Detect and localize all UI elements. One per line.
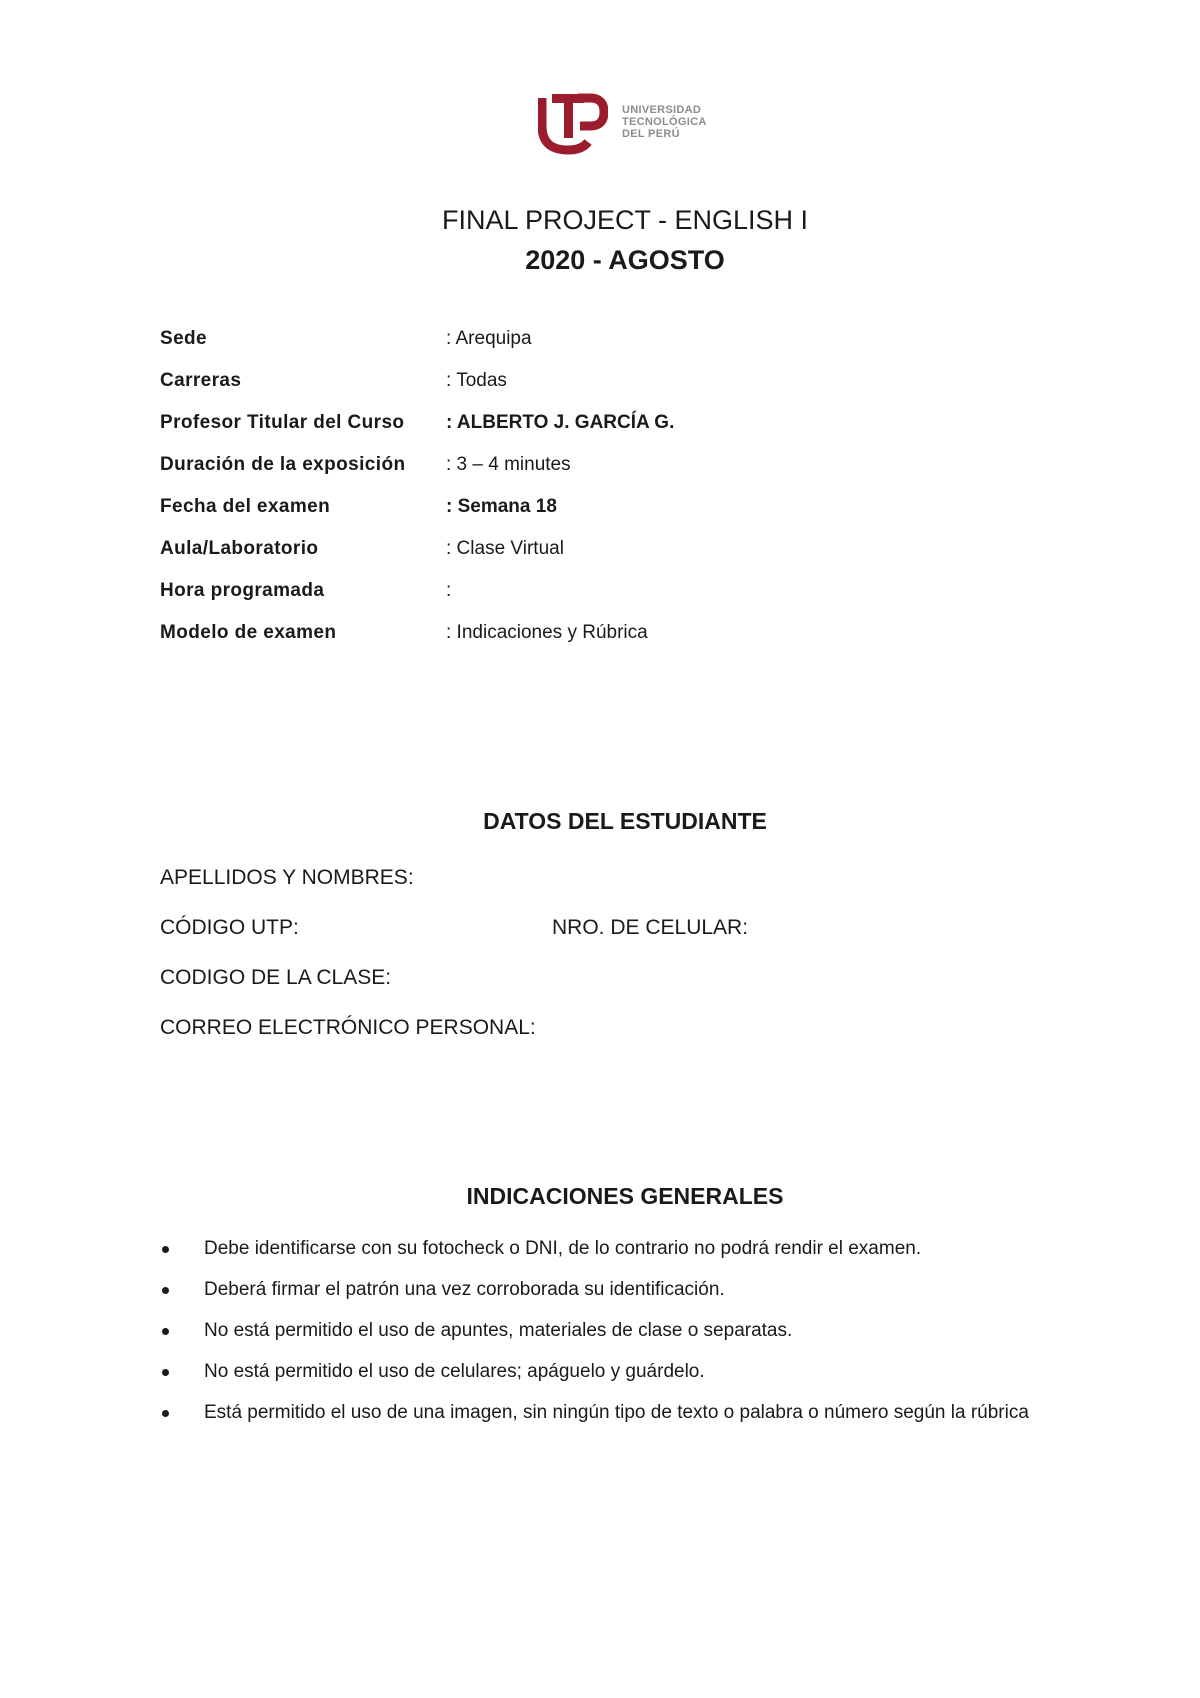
student-row-apellidos (160, 866, 1160, 916)
utp-logo-mark-icon (538, 90, 608, 160)
info-row-aula (160, 536, 1060, 578)
info-value: : Indicaciones y Rúbrica (446, 622, 648, 643)
codigo-clase-field-label: CODIGO DE LA CLASE: (160, 966, 392, 989)
indications-list (160, 1238, 1120, 1443)
student-row-codigo (160, 916, 1160, 966)
bullet-icon (162, 1328, 169, 1335)
info-label: Profesor Titular del Curso (160, 412, 405, 433)
codigo-utp-field-label: CÓDIGO UTP: (160, 916, 299, 939)
list-item (160, 1361, 1120, 1402)
info-label: Fecha del examen (160, 496, 331, 517)
info-row-fecha (160, 494, 1060, 536)
info-value: : Clase Virtual (446, 538, 564, 559)
document-title (0, 200, 1200, 280)
list-item (160, 1402, 1120, 1443)
logo-line-2: TECNOLÓGICA (622, 116, 707, 128)
info-label: Aula/Laboratorio (160, 538, 319, 559)
info-value: : 3 – 4 minutes (446, 454, 571, 475)
info-value: : (446, 580, 452, 601)
student-row-correo (160, 1016, 1160, 1066)
info-value: : Arequipa (446, 328, 532, 349)
bullet-icon (162, 1287, 169, 1294)
list-item (160, 1279, 1120, 1320)
indication-text: Está permitido el uso de una imagen, sin ningún tipo de texto o palabra o número según la rúbrica (204, 1402, 1029, 1423)
logo-line-3: DEL PERÚ (622, 128, 680, 140)
indication-text: Deberá firmar el patrón una vez corroborada su identificación. (204, 1279, 725, 1300)
bullet-icon (162, 1246, 169, 1253)
bullet-icon (162, 1410, 169, 1417)
indication-text: No está permitido el uso de apuntes, materiales de clase o separatas. (204, 1320, 793, 1341)
indications-section-heading: INDICACIONES GENERALES (466, 1183, 784, 1209)
indication-text: Debe identificarse con su fotocheck o DNI, de lo contrario no podrá rendir el examen. (204, 1238, 922, 1259)
student-section-heading: DATOS DEL ESTUDIANTE (483, 808, 767, 834)
info-row-profesor (160, 410, 1060, 452)
utp-logo (538, 90, 718, 160)
title-line-2: 2020 - AGOSTO (525, 245, 725, 275)
info-label: Carreras (160, 370, 242, 391)
info-label: Hora programada (160, 580, 325, 601)
bullet-icon (162, 1369, 169, 1376)
logo-wordmark (622, 104, 707, 140)
info-value: : Todas (446, 370, 507, 391)
info-row-sede (160, 326, 1060, 368)
info-row-carreras (160, 368, 1060, 410)
info-value: : Semana 18 (446, 496, 557, 517)
student-row-codigo-clase (160, 966, 1160, 1016)
list-item (160, 1238, 1120, 1279)
list-item (160, 1320, 1120, 1361)
info-value: : ALBERTO J. GARCÍA G. (446, 412, 675, 433)
exam-info-table (160, 326, 1060, 662)
title-line-1: FINAL PROJECT - ENGLISH I (441, 205, 809, 235)
celular-field-label: NRO. DE CELULAR: (552, 916, 749, 939)
info-label: Duración de la exposición (160, 454, 406, 475)
info-row-modelo (160, 620, 1060, 662)
logo-line-1: UNIVERSIDAD (622, 104, 702, 116)
info-row-hora (160, 578, 1060, 620)
indication-text: No está permitido el uso de celulares; apáguelo y guárdelo. (204, 1361, 705, 1382)
apellidos-field-label: APELLIDOS Y NOMBRES: (160, 866, 414, 889)
correo-field-label: CORREO ELECTRÓNICO PERSONAL: (160, 1016, 536, 1039)
info-label: Sede (160, 328, 208, 349)
student-data-fields (160, 866, 1160, 1066)
info-row-duracion (160, 452, 1060, 494)
info-label: Modelo de examen (160, 622, 337, 643)
